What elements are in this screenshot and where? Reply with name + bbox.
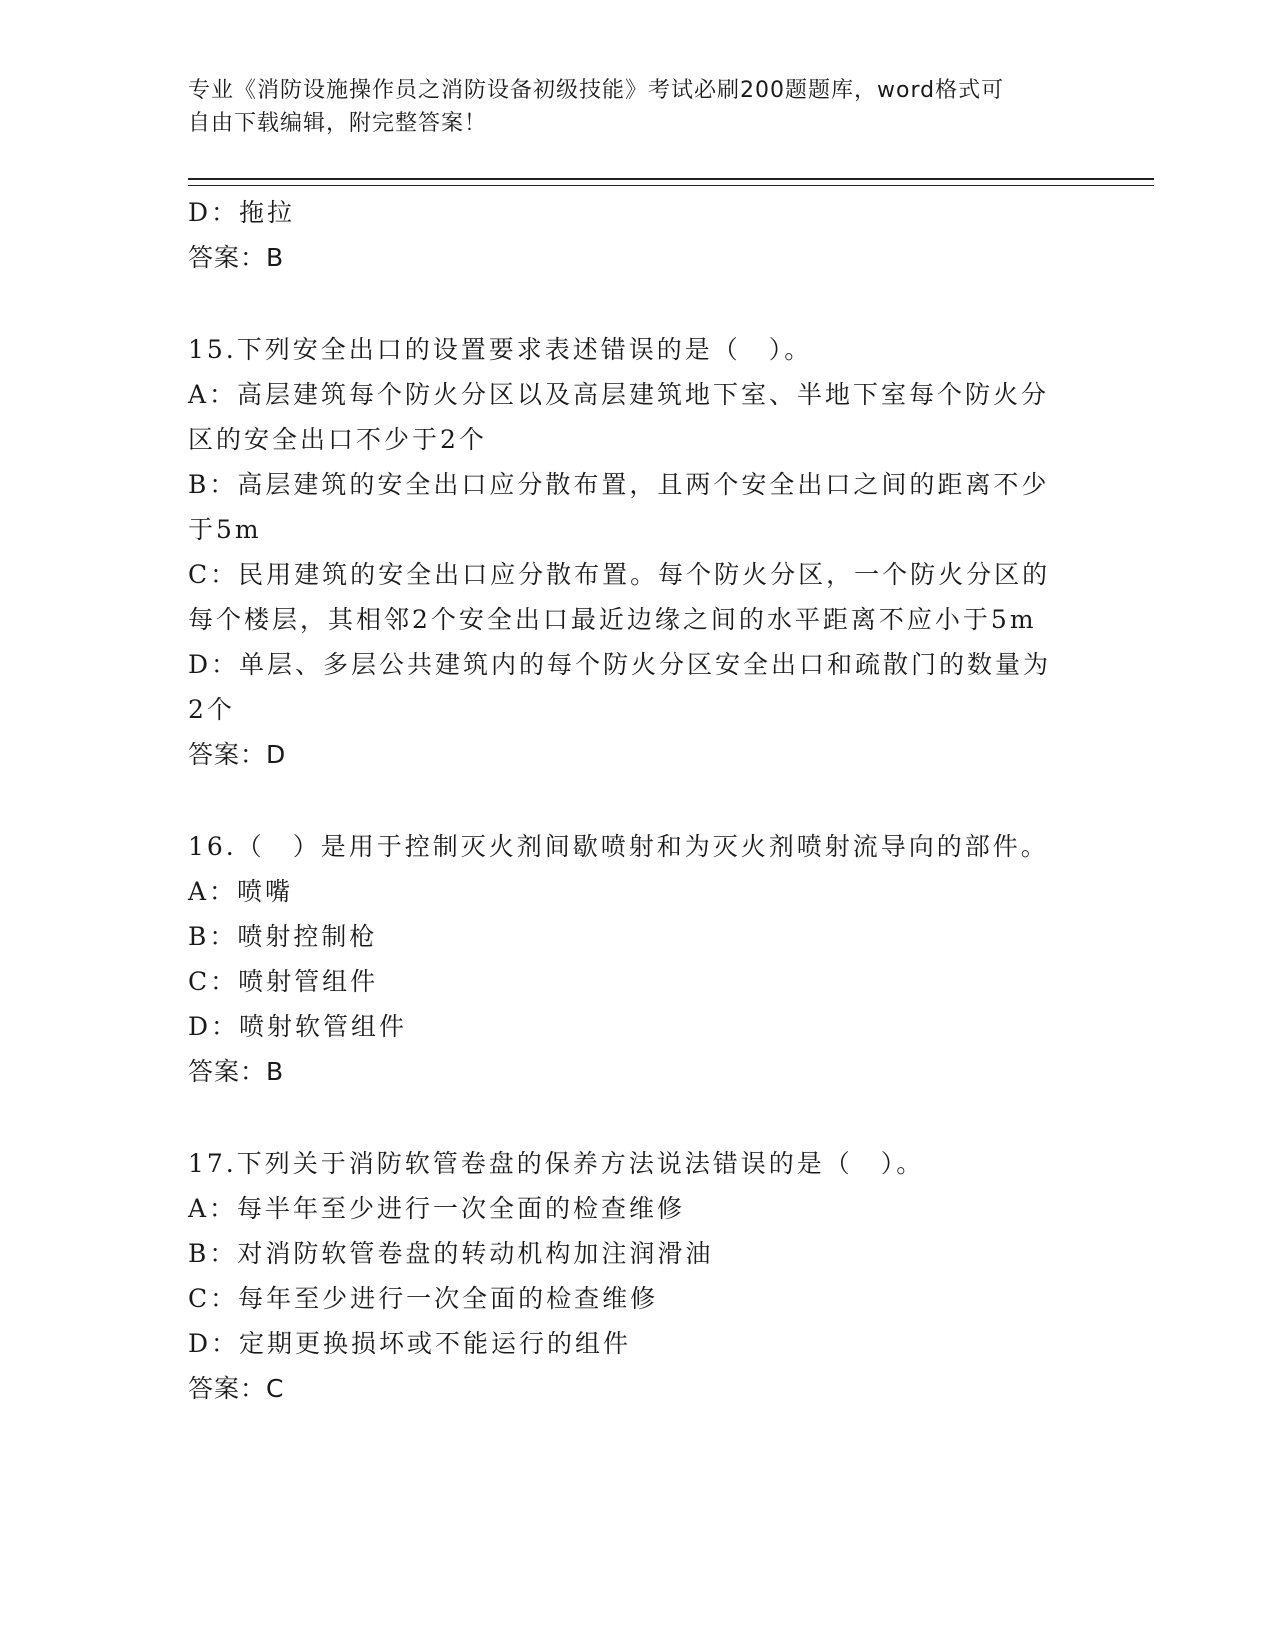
option-b: B：高层建筑的安全出口应分散布置，且两个安全出口之间的距离不少 [188, 470, 1050, 499]
header-title-line1: 专业《消防设施操作员之消防设备初级技能》考试必刷200题题库，word格式可 [188, 78, 1005, 103]
question-stem: 15.下列安全出口的设置要求表述错误的是（ ）。 [188, 335, 813, 364]
page-header [188, 74, 1088, 140]
spacer [188, 1094, 1088, 1141]
option-d-cont: 2个 [188, 695, 235, 724]
spacer [188, 777, 1088, 824]
question-stem: 16.（ ）是用于控制灭火剂间歇喷射和为灭火剂喷射流导向的部件。 [188, 832, 1049, 861]
answer: 答案：B [188, 1057, 285, 1086]
answer: 答案：D [188, 740, 287, 769]
answer: 答案：C [188, 1374, 285, 1403]
option-d: D：单层、多层公共建筑内的每个防火分区安全出口和疏散门的数量为 [188, 650, 1052, 679]
option-a: A：喷嘴 [188, 877, 294, 906]
option-d: D：定期更换损坏或不能运行的组件 [188, 1329, 632, 1358]
option-b: B：喷射控制枪 [188, 922, 378, 951]
header-divider [188, 178, 1154, 186]
option-c: C：民用建筑的安全出口应分散布置。每个防火分区，一个防火分区的 [188, 560, 1051, 589]
header-title-line2: 自由下载编辑，附完整答案！ [188, 111, 488, 136]
option-d: D：喷射软管组件 [188, 1012, 408, 1041]
option-d: D：拖拉 [188, 198, 296, 227]
option-c: C：每年至少进行一次全面的检查维修 [188, 1284, 659, 1313]
question-17 [188, 1141, 1088, 1411]
question-14-tail [188, 190, 1088, 280]
option-b-cont: 于5m [188, 515, 262, 544]
option-a: A：高层建筑每个防火分区以及高层建筑地下室、半地下室每个防火分 [188, 380, 1050, 409]
option-b: B：对消防软管卷盘的转动机构加注润滑油 [188, 1239, 714, 1268]
question-list [188, 190, 1088, 1411]
spacer [188, 280, 1088, 327]
option-a-cont: 区的安全出口不少于2个 [188, 425, 487, 454]
question-stem: 17.下列关于消防软管卷盘的保养方法说法错误的是（ ）。 [188, 1149, 925, 1178]
question-15 [188, 327, 1088, 777]
answer: 答案：B [188, 243, 285, 272]
option-c: C：喷射管组件 [188, 967, 379, 996]
option-a: A：每半年至少进行一次全面的检查维修 [188, 1194, 686, 1223]
option-c-cont: 每个楼层，其相邻2个安全出口最近边缘之间的水平距离不应小于5m [188, 605, 1037, 634]
question-16 [188, 824, 1088, 1094]
